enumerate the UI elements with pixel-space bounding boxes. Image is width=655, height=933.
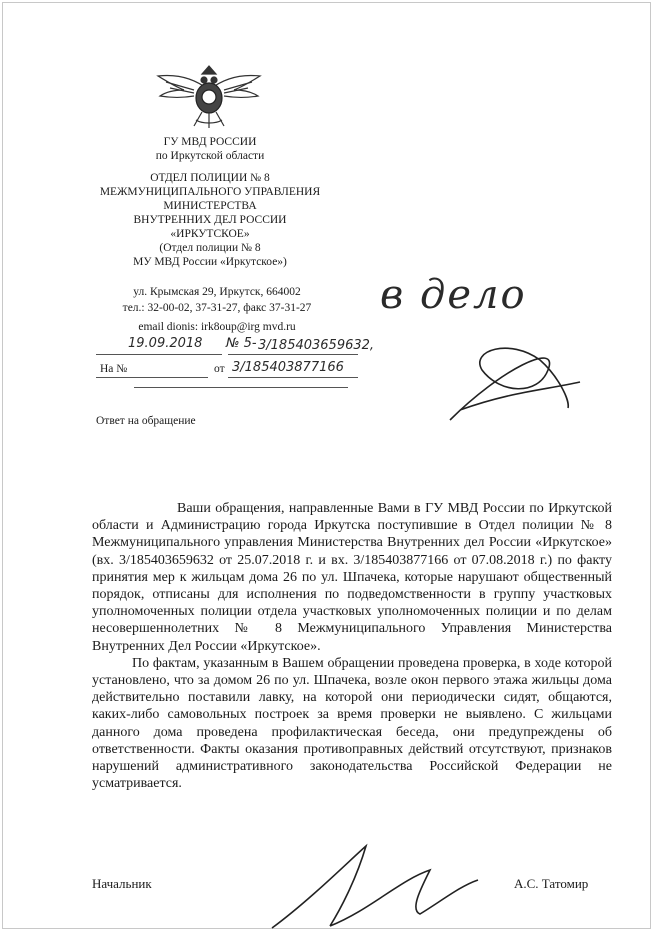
date-underline bbox=[96, 354, 222, 355]
dept-line-6: (Отдел полиции № 8 bbox=[159, 242, 261, 254]
dept-line-5: «ИРКУТСКОЕ» bbox=[170, 228, 250, 240]
ot-underline bbox=[228, 377, 358, 378]
phones: тел.: 32-00-02, 37-31-27, факс 37-31-27 bbox=[122, 302, 312, 314]
department-block bbox=[70, 171, 350, 269]
dept-line-4: ВНУТРЕННИХ ДЕЛ РОССИИ bbox=[133, 214, 287, 226]
na-underline bbox=[96, 377, 208, 378]
org-name: ГУ МВД РОССИИ bbox=[163, 136, 257, 148]
dept-line-7: МУ МВД России «Иркутское») bbox=[133, 256, 287, 268]
email: email dionis: irk8oup@irg mvd.ru bbox=[138, 321, 296, 333]
outgoing-date-handwritten: 19.09.2018 bbox=[128, 336, 203, 351]
subject-line: Ответ на обращение bbox=[96, 415, 196, 427]
extra-underline bbox=[134, 387, 348, 388]
body-paragraph-1: Ваши обращения, направленные Вами в ГУ МВД России по Иркутской области и Администрацию города Иркутска поступившие в Отдел полиции № 8 Межмуниципального управления Министерства Внутренних дел России «Иркутское» (вх. 3/185403659632 от 25.07.2018 г. и вх. 3/185403877166 от 07.08.2018 г.) по факту принятия мер к жильцам дома 26 по ул. Шпачека, которые нарушают общественный порядок, отписаны для исполнения по подведомственности в группу участковых уполномоченных полиции отдела участковых уполномоченных полиции и по делам несовершеннолетних № 8 Межмуниципального Управления Министерства Внутренних Дел России «Иркутское». bbox=[92, 501, 612, 654]
reply-to-number-label: На № bbox=[100, 363, 128, 375]
org-region: по Иркутской области bbox=[155, 150, 265, 162]
mvd-eagle-emblem-icon bbox=[154, 60, 264, 132]
dept-line-1: ОТДЕЛ ПОЛИЦИИ № 8 bbox=[150, 172, 270, 184]
outgoing-number-prefix-handwritten: № 5- bbox=[226, 336, 257, 351]
number-underline bbox=[228, 354, 358, 355]
signatory-name: А.С. Татомир bbox=[514, 876, 589, 891]
reply-to-date-label: от bbox=[214, 363, 225, 375]
reply-ref-handwritten: 3/185403877166 bbox=[232, 360, 344, 375]
dept-line-3: МИНИСТЕРСТВА bbox=[163, 200, 257, 212]
dept-line-2: МЕЖМУНИЦИПАЛЬНОГО УПРАВЛЕНИЯ bbox=[99, 186, 321, 198]
chief-signature-scribble bbox=[270, 840, 480, 930]
body-paragraph-2: По фактам, указанным в Вашем обращении проведена проверка, в ходе которой установлено, что за домом 26 по ул. Шпачека, возле окон первого этажа жильцы дома действительно поставили лавку, на которой они периодически сидят, общаются, каких-либо самовольных построек за время проверки не выявлено. С жильцами данного дома проведена профилактическая беседа, они предупреждены об ответственности. Факты оказания противоправных действий отсутствуют, признаков нарушений административного законодательства Российской Федерации не усматривается. bbox=[92, 655, 612, 792]
issuer-block bbox=[70, 135, 350, 163]
address: ул. Крымская 29, Иркутск, 664002 bbox=[133, 286, 301, 298]
contact-block bbox=[92, 284, 342, 335]
resolution-signature-scribble bbox=[440, 330, 590, 430]
outgoing-number-handwritten: 3/185403659632, bbox=[258, 338, 375, 353]
signatory-position: Начальник bbox=[92, 876, 152, 891]
resolution-handwritten: в дело bbox=[380, 272, 527, 318]
letter-body bbox=[92, 500, 612, 792]
